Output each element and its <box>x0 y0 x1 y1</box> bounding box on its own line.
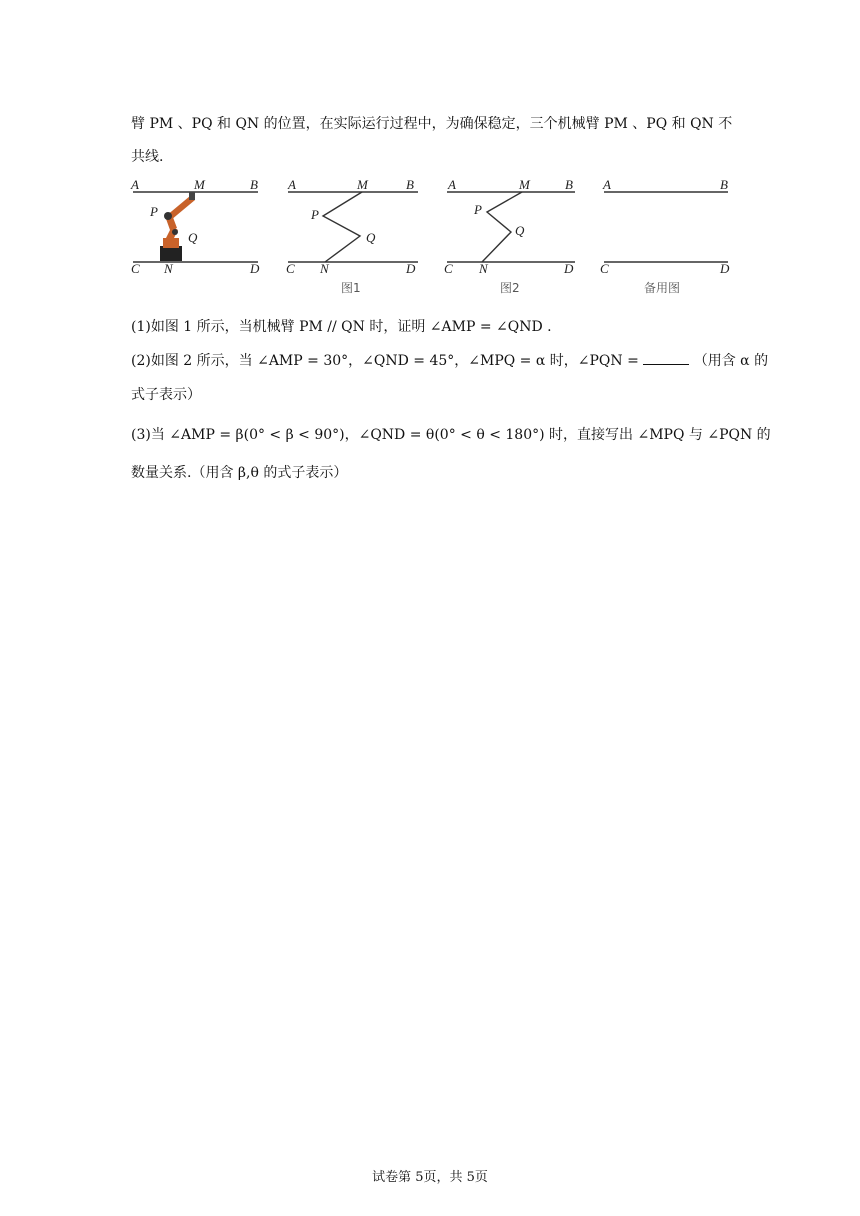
svg-text:B: B <box>406 177 414 192</box>
question-2 <box>131 350 768 370</box>
answer-blank[interactable] <box>643 352 689 365</box>
intro-line-2: 共线. <box>131 149 164 165</box>
point-M-label: M <box>194 177 205 192</box>
svg-text:D: D <box>564 261 574 276</box>
point-A-label: A <box>131 177 139 192</box>
svg-text:D: D <box>406 261 416 276</box>
svg-text:B: B <box>720 177 728 192</box>
question-2-line-2: 式子表示） <box>131 387 201 403</box>
question-2-text: (2)如图 2 所示，当 ∠AMP = 30°，∠QND = 45°，∠MPQ = α 时，∠PQN = <box>131 353 639 369</box>
svg-text:B: B <box>565 177 573 192</box>
robot-arm-image <box>160 192 195 261</box>
svg-text:A: A <box>603 177 611 192</box>
svg-text:C: C <box>444 261 453 276</box>
svg-text:M: M <box>519 177 530 192</box>
figure-2 <box>444 177 575 295</box>
figures-row <box>0 172 860 302</box>
svg-text:Q: Q <box>515 223 525 238</box>
question-3-line-2: 数量关系.（用含 β,θ 的式子表示） <box>131 465 348 481</box>
svg-text:P: P <box>311 207 319 222</box>
point-B-label: B <box>250 177 258 192</box>
question-2-hint: （用含 α 的 <box>693 353 769 369</box>
caption-figure-spare: 备用图 <box>644 281 681 295</box>
caption-figure-2: 图2 <box>500 281 520 295</box>
point-P-label: P <box>150 204 158 219</box>
point-N-label: N <box>164 261 173 276</box>
svg-text:C: C <box>286 261 295 276</box>
figure-1 <box>286 177 418 295</box>
page-footer: 试卷第 5页，共 5页 <box>372 1170 488 1185</box>
caption-figure-1: 图1 <box>341 281 361 295</box>
robot-figure <box>130 177 260 276</box>
figure-spare <box>600 177 730 295</box>
question-3: (3)当 ∠AMP = β(0° < β < 90°)，∠QND = θ(0° < θ < 180°) 时，直接写出 ∠MPQ 与 ∠PQN 的 <box>131 427 771 443</box>
svg-text:D: D <box>720 261 730 276</box>
question-1: (1)如图 1 所示，当机械臂 PM // QN 时，证明 ∠AMP = ∠QND . <box>131 319 552 335</box>
svg-text:C: C <box>600 261 609 276</box>
svg-text:Q: Q <box>366 230 376 245</box>
svg-text:N: N <box>479 261 488 276</box>
point-C-label: C <box>131 261 140 276</box>
svg-text:M: M <box>357 177 368 192</box>
intro-line-1: 臂 PM 、PQ 和 QN 的位置，在实际运行过程中，为确保稳定，三个机械臂 PM 、PQ 和 QN 不 <box>131 116 733 132</box>
svg-text:P: P <box>474 202 482 217</box>
point-D-label: D <box>250 261 260 276</box>
point-Q-label: Q <box>188 230 198 245</box>
svg-text:A: A <box>448 177 456 192</box>
svg-text:N: N <box>320 261 329 276</box>
svg-text:A: A <box>288 177 296 192</box>
